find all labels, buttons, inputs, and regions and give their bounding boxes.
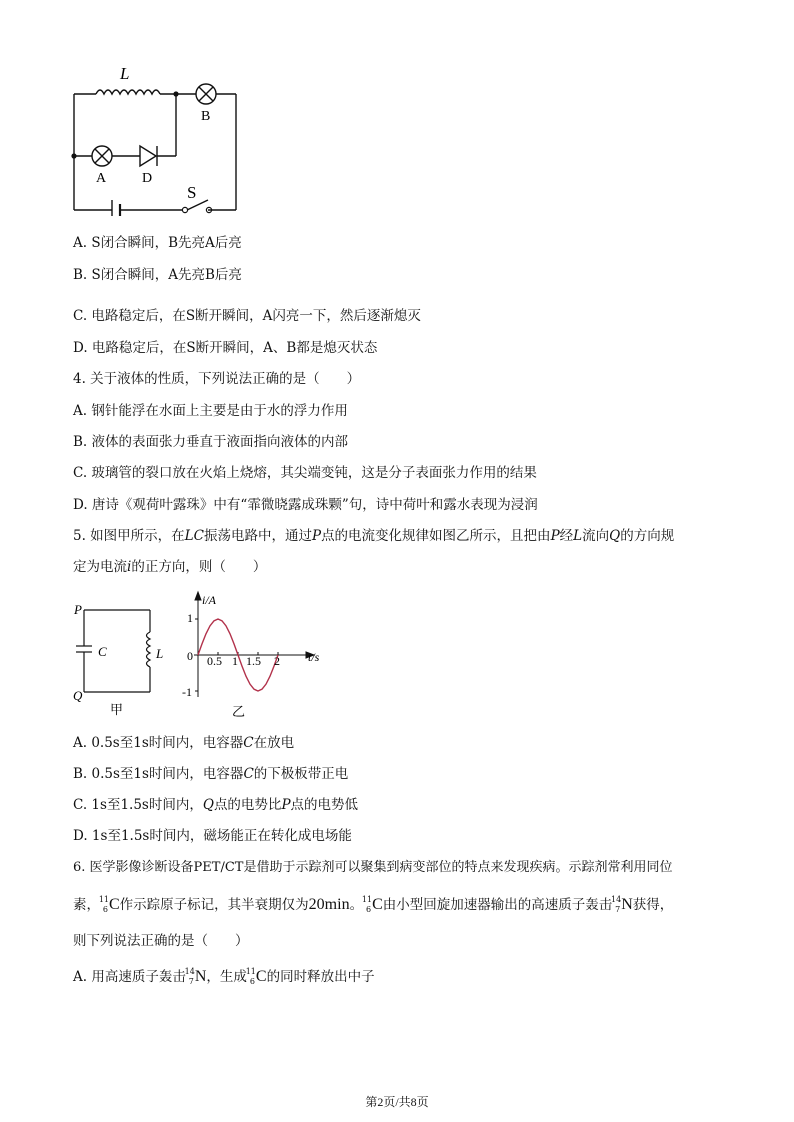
q6-option-a: A. 用高速质子轰击 14 7 N，生成 11 6 C的同时释放出中子 <box>73 967 375 986</box>
q5-stem-line2: 定为电流i的正方向，则（ ） <box>73 559 267 575</box>
graph-ytick-m1: -1 <box>182 685 192 699</box>
q3-option-c: C. 电路稳定后，在S断开瞬间，A闪亮一下，然后逐渐熄灭 <box>73 308 421 324</box>
q6-line1: 6. 医学影像诊断设备PET/CT是借助于示踪剂可以聚集到病变部位的特点来发现疾病。示踪剂常利用同位 <box>73 860 673 875</box>
q5-option-c: C. 1s至1.5s时间内，Q点的电势比P点的电势低 <box>73 797 359 813</box>
q4-option-a: A. 钢针能浮在水面上主要是由于水的浮力作用 <box>73 403 348 419</box>
q3-option-d: D. 电路稳定后，在S断开瞬间，A、B都是熄灭状态 <box>73 340 378 356</box>
q5-stem-line1: 5. 如图甲所示，在LC振荡电路中，通过P点的电流变化规律如图乙所示，且把由P经L流向Q的方向规 <box>73 528 675 544</box>
q3-option-b: B. S闭合瞬间，A先亮B后亮 <box>73 267 242 283</box>
q4-option-d: D. 唐诗《观荷叶露珠》中有“霏微晓露成珠颗”句，诗中荷叶和露水表现为浸润 <box>73 497 538 513</box>
label-C: C <box>98 644 107 659</box>
graph-ytick-0: 0 <box>187 649 193 663</box>
graph-xlabel: t/s <box>308 650 320 664</box>
q3-option-a: A. S闭合瞬间，B先亮A后亮 <box>73 235 242 251</box>
label-L-coil: L <box>156 646 164 661</box>
circuit-figure <box>70 62 242 216</box>
label-P: P <box>74 602 82 617</box>
graph-xtick-05: 0.5 <box>207 654 222 668</box>
nuclide-c11: 11 6 <box>98 895 109 914</box>
caption-jia: 甲 <box>110 702 124 717</box>
q6-line3: 则下列说法正确的是（ ） <box>73 933 249 949</box>
label-D: D <box>142 171 153 186</box>
q4-stem: 4. 关于液体的性质，下列说法正确的是（ ） <box>73 371 361 387</box>
lc-circuit-figure <box>70 596 170 718</box>
label-S: S <box>187 183 197 202</box>
q5-option-b: B. 0.5s至1s时间内，电容器C的下极板带正电 <box>73 766 349 782</box>
q4-option-b: B. 液体的表面张力垂直于液面指向液体的内部 <box>73 434 349 450</box>
graph-xtick-1: 1 <box>232 654 238 668</box>
page-footer: 第2页/共8页 <box>365 1095 429 1109</box>
graph-ytick-1: 1 <box>187 611 193 625</box>
graph-xtick-15: 1.5 <box>246 654 261 668</box>
nuclide-n14: 14 7 <box>611 895 622 914</box>
q5-option-d: D. 1s至1.5s时间内，磁场能正在转化成电场能 <box>73 828 352 844</box>
label-B: B <box>201 109 211 124</box>
graph-ylabel: i/A <box>202 593 216 607</box>
label-L: L <box>120 64 130 83</box>
q6-line2: 素， 11 6 C作示踪原子标记，其半衰期仅为20min。 11 6 C由小型回旋加速器输出的高速质子轰击 14 7 N获得， <box>73 895 674 914</box>
q5-option-a: A. 0.5s至1s时间内，电容器C在放电 <box>73 735 295 751</box>
q4-option-c: C. 玻璃管的裂口放在火焰上烧熔，其尖端变钝，这是分子表面张力作用的结果 <box>73 465 537 481</box>
graph-y-arrow <box>195 592 201 600</box>
current-time-graph <box>170 588 330 720</box>
graph-xtick-2: 2 <box>274 654 280 668</box>
label-A: A <box>96 171 107 186</box>
label-Q: Q <box>73 688 83 703</box>
caption-yi: 乙 <box>232 704 246 719</box>
